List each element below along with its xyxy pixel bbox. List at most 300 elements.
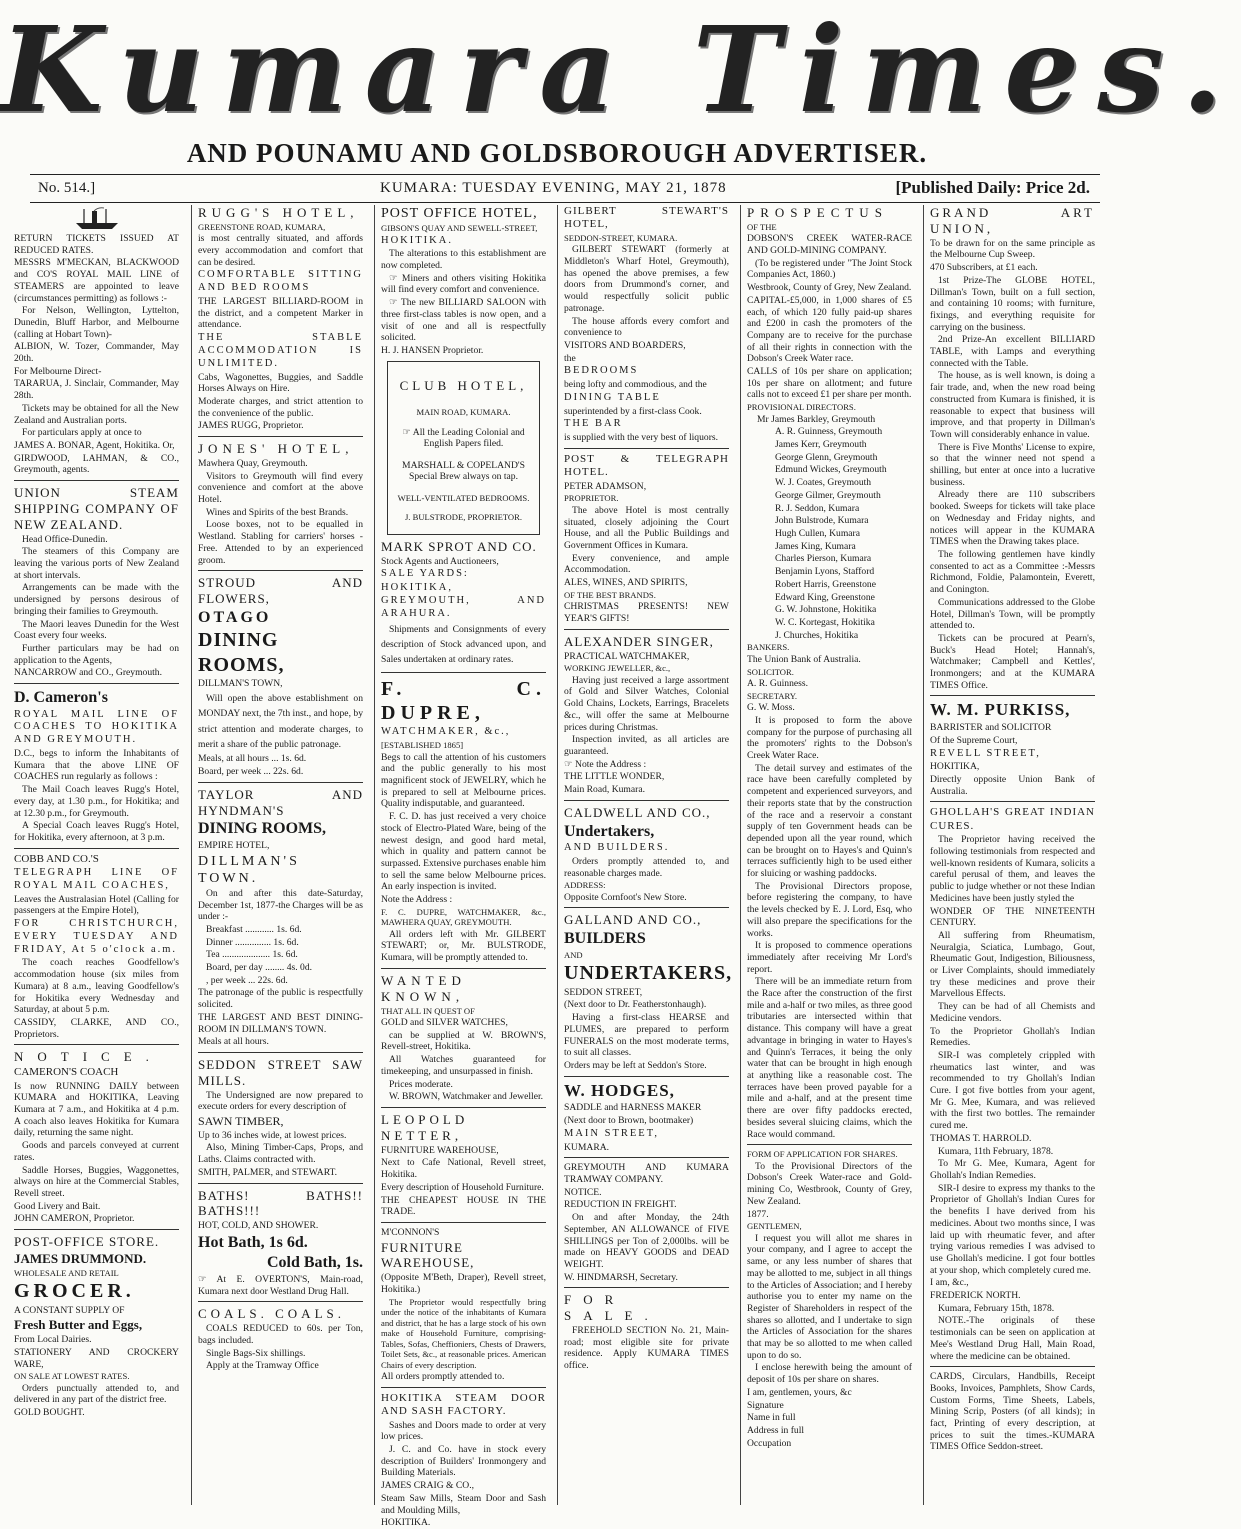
dupre-ad [381, 677, 546, 964]
text: REDUCTION IN FREIGHT. [564, 1199, 677, 1211]
text: THE LARGEST AND BEST DINING-ROOM IN DILLMAN'S TOWN. [198, 1011, 363, 1035]
text: superintended by a first-class Cook. [564, 405, 702, 417]
text: THE CHEAPEST HOUSE IN THE TRADE. [381, 1194, 546, 1218]
text: Undertakers, [564, 822, 655, 840]
text: GENTLEMEN, [747, 1221, 802, 1232]
text: WHOLESALE AND RETAIL [14, 1267, 119, 1278]
heading: ALEXANDER SINGER, [564, 633, 714, 649]
text: Westbrook, County of Grey, New Zealand. [747, 282, 912, 294]
text: They can be had of all Chemists and Medicine vendors. [930, 1001, 1095, 1024]
director-name: G. W. Johnstone, Hokitika [775, 604, 877, 616]
text: DINING ROOMS, [198, 820, 327, 838]
text: Single Bags-Six shillings. [206, 1347, 306, 1359]
columns [8, 205, 1108, 1529]
text: GOLD BOUGHT. [14, 1407, 85, 1419]
text: FREEHOLD SECTION No. 21, Main-road; most eligible site for private residence. Apply KUMARA TIMES office. [564, 1325, 729, 1372]
heading: GHOLLAH'S GREAT INDIAN CURES. [930, 806, 1095, 832]
divider [930, 801, 1095, 802]
text: SALE YARDS: [381, 568, 469, 580]
text: CHRISTMAS PRESENTS! NEW YEAR'S GIFTS! [564, 601, 729, 624]
text: HOKITIKA. [381, 234, 453, 246]
director-name: R. J. Seddon, Kumara [775, 502, 860, 514]
heading: PROSPECTUS [747, 205, 888, 220]
text: Miners and others visiting Hokitika will find every comfort and convenience. [381, 272, 546, 296]
text: BARRISTER and SOLICITOR [930, 722, 1052, 734]
text: Fresh Butter and Eggs, [14, 1317, 143, 1333]
heading: W. HODGES, [564, 1080, 675, 1100]
heading: NOTICE. [14, 1049, 163, 1065]
text: The Provisional Directors propose, before registering the company, to have the levels checked by E. J. Lord, Esq, who will also prepare the specifications for the works. [747, 880, 912, 939]
text: DINING TABLE [564, 391, 661, 403]
text: A CONSTANT SUPPLY OF [14, 1304, 125, 1316]
text: RETURN TICKETS ISSUED AT REDUCED RATES. [14, 233, 179, 256]
text: Already there are 110 subscribers booked. Sweeps for tickets will take place on Wednesday and Friday nights, and notices will appear in the KUMARA TIMES when the Drawing takes place. [930, 489, 1095, 548]
text: [ESTABLISHED 1865] [381, 740, 464, 751]
heading: POST OFFICE HOTEL, [381, 206, 538, 221]
text: CAPITAL-£5,000, in 1,000 shares of £5 each, of which 120 fully paid-up shares and £200 in cash the promoters of the Company are to receive for the purchase of all their rights in connection with the Dobson's Creek Water race. [747, 294, 912, 365]
text: On and after this date-Saturday, December 1st, 1877-the Charges will be as under :- [198, 887, 363, 923]
text: is supplied with the very best of liquors. [564, 432, 719, 444]
text: Cold Bath, 1s. [266, 1254, 363, 1272]
text: COALS REDUCED to 60s. per Ton, bags included. [198, 1323, 363, 1346]
text: Board, per day ........ 4s. 0d. [206, 962, 313, 974]
text: The Undersigned are now prepared to execute orders for every description of [198, 1089, 363, 1113]
heading: M'CONNON'S [381, 1226, 440, 1238]
text: Signature [747, 1399, 784, 1411]
text: DINING ROOMS, [198, 629, 285, 676]
text: MAIN STREET, [564, 1127, 659, 1139]
text: For Nelson, Wellington, Lyttelton, Dunedin, Bluff Harbor, and Melbourne (calling at Hobart Town)- [14, 305, 179, 340]
text: All suffering from Rheumatism, Neuralgia, Sciatica, Lumbago, Gout, Rheumatic Gout, Indigestion, Biliousness, or Liver Complaints, should immediately try these medicines and prove their Marvellous Effects. [930, 929, 1095, 1000]
text: WELL-VENTILATED BEDROOMS. [397, 492, 530, 503]
divider [14, 683, 179, 684]
share-application-form [747, 1149, 912, 1449]
text: The house affords every comfort and convenience to [564, 315, 729, 339]
text: FREDERICK NORTH. [930, 1290, 1021, 1302]
heading: GILBERT STEWART'S HOTEL, [564, 205, 729, 231]
column-6 [923, 205, 1098, 1505]
text: SEDDON STREET, [564, 986, 643, 998]
art-union-ad [930, 205, 1095, 691]
text: Communications addressed to the Globe Hotel, Dillman's Town, will be promptly attended to. [930, 596, 1095, 632]
text: The house, as is well known, is doing a fair trade, and, when the new road being constructed from Kumara is finished, it is reasonable to expect that business will improve, and that property in Dillman's Town will considerably enhance in value. [930, 370, 1095, 440]
director-name: John Bulstrode, Kumara [775, 515, 869, 527]
text: FURNITURE WAREHOUSE, [381, 1144, 499, 1156]
text: GIRDWOOD, LAHMAN, & CO., Greymouth, agents. [14, 452, 179, 476]
heading: RUGG'S HOTEL, [198, 205, 359, 220]
text: Good Livery and Bait. [14, 1200, 101, 1212]
text: DOBSON'S CREEK WATER-RACE AND GOLD-MINING COMPANY. [747, 233, 912, 257]
text: Having a first-class HEARSE and PLUMES, are prepared to perform FUNERALS on the most moderate terms, to suit all classes. [564, 1012, 729, 1059]
director-name: George Gilmer, Greymouth [775, 489, 881, 501]
text: (Next door to Dr. Featherstonhaugh). [564, 999, 707, 1011]
text: G. W. Moss. [747, 702, 795, 714]
heading: UNION STEAM SHIPPING COMPANY OF NEW ZEALAND. [14, 485, 179, 532]
baths-ad [198, 1188, 363, 1298]
text: MARSHALL & COPELAND'S Special Brew always on tap. [402, 459, 525, 483]
club-hotel-ad [387, 361, 540, 535]
text [564, 759, 729, 771]
text: GOLD and SILVER WATCHES, [381, 1017, 508, 1029]
divider [930, 695, 1095, 696]
text: NOTE.-The originals of these testimonials can be seen on application at Mee's Westland Drug Hall, Main Road, where the medicine can be obtained. [930, 1315, 1095, 1362]
text: W. BROWN, Watchmaker and Jeweller. [389, 1091, 544, 1103]
craig-ad [381, 1392, 546, 1529]
text: There will be an immediate return from the Race after the construction of the first mile and a-half or two miles, as three good tributaries are intersected within that distance. This company will have a great advantage in bringing in water to Hayes's and Quinn's Terraces, it being the only water that can be brought in high enough at anything like a reasonable cost. The terraces have been proved payable for a mile and a-half, and at the present time there are over fifty paddocks erected, besides several sluicing claims, which the Race would command. [747, 976, 912, 1140]
text: JAMES RUGG, Proprietor. [198, 420, 304, 432]
text: can be supplied at W. BROWN'S, Revell-street, Hokitika. [381, 1029, 546, 1053]
divider [747, 1144, 912, 1145]
prospectus-ad [747, 205, 912, 1140]
text: Loose boxes, not to be equalled in Westland. Stabling for carriers' horses -Free. Attended to by an experienced groom. [198, 519, 363, 566]
text: Wines and Spirits of the best Brands. [206, 506, 349, 518]
text: FURNITURE WAREHOUSE, [381, 1239, 475, 1271]
text: The coach reaches Goodfellow's accommodation house (six miles from Kumara) at 8 a.m., leaving Goodfellow's for Hokitika every Wednesday and Saturday, at about 5 p.m. [14, 957, 179, 1016]
directors-list [747, 414, 912, 642]
text: Tickets may be obtained for all the New Zealand and Australian ports. [14, 402, 179, 426]
divider [564, 1076, 729, 1077]
text: D.C., begs to inform the Inhabitants of Kumara that the above LINE OF COACHES run regularly as follows : [14, 747, 179, 783]
text: GILBERT STEWART (formerly at Middleton's Wharf Hotel, Greymouth), has opened the above premises, a few doors from Drummond's corner, and would respectfully solicit public patronage. [564, 244, 729, 314]
director-name: Hugh Cullen, Kumara [775, 528, 860, 539]
divider [564, 629, 729, 630]
text: Steam Saw Mills, Steam Door and Sash and Moulding Mills, [381, 1492, 546, 1516]
column-4 [557, 205, 732, 1505]
saw-mills-ad [198, 1057, 363, 1179]
text: DILLMAN'S TOWN, [198, 678, 283, 690]
text: Orders promptly attended to, and reasonable charges made. [564, 855, 729, 879]
text: Hot Bath, 1s 6d. [198, 1233, 308, 1251]
text: BUILDERS [564, 930, 646, 948]
text: Directly opposite Union Bank of Australia. [930, 774, 1095, 797]
text: MAIN ROAD, KUMARA. [416, 406, 511, 417]
text: It is proposed to form the above company for the purpose of purchasing all the promoters' rights to the Dobson's Creek Water Race. [747, 714, 912, 761]
coals-ad [198, 1306, 363, 1372]
text: VISITORS AND BOARDERS, [564, 339, 686, 351]
text: GREENSTONE ROAD, KUMARA, [198, 221, 326, 232]
text: The Proprietor having received the following testimonials from respected and well-known residents of Kumara, solicits a careful perusal of them, and leaves the public to judge whether or not these Indian Medicines have been justly styled the [930, 834, 1095, 904]
heading: W. M. PURKISS, [930, 700, 1071, 720]
text: The following gentlemen have kindly consented to act as a Committee :-Messrs Richmond, Foldie, Palamontein, Everett, and Conington. [930, 549, 1095, 596]
text: Tea .................... 1s. 6d. [206, 949, 298, 961]
ghollah-ad [930, 806, 1095, 1362]
issue-date: KUMARA: TUESDAY EVENING, MAY 21, 1878 [380, 180, 727, 196]
text: Arrangements can be made with the undersigned by persons desirous of bringing their families to Greymouth. [14, 582, 179, 617]
text: BANKERS. [747, 642, 790, 653]
post-telegraph-hotel-ad [564, 453, 729, 625]
masthead-title: Kumara Times. [0, 0, 1241, 139]
text: Of the Supreme Court, [930, 734, 1018, 746]
text: KUMARA. [564, 1141, 610, 1153]
text: Every description of Household Furniture. [381, 1181, 544, 1193]
text: ADDRESS: [564, 880, 606, 891]
text: TELEGRAPH LINE OF ROYAL MAIL COACHES, [14, 867, 179, 891]
text: WONDER OF THE NINETEENTH CENTURY. [930, 905, 1095, 929]
director-name: James Kerr, Greymouth [775, 439, 867, 451]
text: To Mr G. Mee, Kumara, Agent for Ghollah's Indian Remedies. [930, 1158, 1095, 1181]
bottom-rule [30, 202, 1100, 203]
text: FOR CHRISTCHURCH, EVERY TUESDAY AND FRIDAY, At 5 o'clock a.m. [14, 918, 179, 955]
text: Saddle Horses, Buggies, Waggonettes, always on hire at the Commercial Stables, Revell street. [14, 1164, 179, 1199]
text: Orders punctually attended to, and delivered in any part of the district free. [14, 1382, 179, 1406]
text: CASSIDY, CLARKE, AND CO., Proprietors. [14, 1016, 179, 1040]
text: SEDDON-STREET, KUMARA. [564, 232, 678, 243]
text: EMPIRE HOTEL, [198, 839, 270, 851]
text: Also, Mining Timber-Caps, Props, and Laths. Claims contracted with. [198, 1142, 363, 1166]
director-name: Charles Pierson, Kumara [775, 553, 872, 565]
text: Address in full [747, 1424, 805, 1436]
text: Cabs, Wagonettes, Buggies, and Saddle Horses Always on Hire. [198, 371, 363, 395]
director-name: W. J. Coates, Greymouth [775, 477, 872, 489]
cameron-coach-notice [14, 1049, 179, 1225]
text: the [564, 352, 576, 364]
heading: COALS. COALS. [198, 1306, 345, 1322]
text: To the Proprietor Ghollah's Indian Remedies. [930, 1025, 1095, 1049]
text: At E. OVERTON'S, Main-road, Kumara next door Westland Drug Hall. [198, 1274, 364, 1297]
text: Sashes and Doors made to order at very low prices. [381, 1419, 546, 1443]
divider [198, 570, 363, 571]
galland-ad [564, 912, 733, 1071]
text: PROPRIETOR. [564, 493, 619, 504]
divider [381, 1222, 546, 1223]
text: OTAGO [198, 608, 272, 626]
singer-ad [564, 634, 729, 796]
text: Mawhera Quay, Greymouth. [198, 457, 308, 469]
text: J. C. and Co. have in stock every description of Builders' Ironmongery and Building Materials. [381, 1444, 546, 1479]
divider [14, 1229, 179, 1230]
text: Goods and parcels conveyed at current rates. [14, 1140, 179, 1163]
text [198, 1274, 363, 1297]
heading: MARK SPROT AND CO. [381, 538, 537, 554]
tramway-ad [564, 1162, 729, 1283]
text: Prices moderate. [389, 1078, 453, 1090]
divider [930, 1366, 1095, 1367]
text: ALBION, W. Tozer, Commander, May 20th. [14, 341, 179, 365]
text: PRACTICAL WATCHMAKER, [564, 650, 690, 662]
text: COMFORTABLE SITTING AND BED ROOMS [198, 269, 363, 294]
text: Next to Cafe National, Revell street, Hokitika. [381, 1157, 546, 1181]
masthead-subtitle: AND POUNAMU AND GOLDSBOROUGH ADVERTISER. [186, 138, 928, 168]
text: The new BILLIARD SALOON with three first-class tables is now open, and a visit of one and all is respectfully solicited. [381, 297, 546, 344]
text: THOMAS T. HARROLD. [930, 1132, 1032, 1144]
text: Board, per week ... 22s. 6d. [198, 766, 304, 778]
issue-price: [Published Daily: Price 2d. [895, 178, 1090, 197]
drummond-ad [14, 1234, 179, 1419]
text: I enclose herewith being the amount of deposit of 10s per share on shares. [747, 1362, 912, 1386]
text: Head Office-Dunedin. [22, 533, 108, 545]
divider [381, 1107, 546, 1108]
divider [198, 436, 363, 437]
text: All Watches guaranteed for timekeeping, and unsurpassed in finish. [381, 1054, 546, 1077]
steamer-ad [14, 207, 179, 476]
text: I request you will allot me shares in your company, and I agree to accept the same, or any less number of shares that may be allotted to me, subject in all things to the Articles of Association; and I hereby authorise you to enter my name on the Register of Shareholders in respect of the shares so allotted, and I undertake to sign the Articles of Association for the shares that may be so allotted to me when called upon to do so. [747, 1232, 912, 1361]
text: SECRETARY. [747, 690, 798, 701]
text: SAWN TIMBER, [198, 1114, 284, 1129]
text: The steamers of this Company are leaving the various ports of New Zealand at short intervals. [14, 546, 179, 581]
heading: TAYLOR AND HYNDMAN'S [198, 786, 363, 818]
text: BEDROOMS [564, 365, 639, 377]
text: H. J. HANSEN Proprietor. [381, 344, 484, 356]
gilbert-stewart-ad [564, 205, 729, 444]
text: For Melbourne Direct- [14, 365, 102, 377]
text: THE LARGEST BILLIARD-ROOM in the district, and a competent Marker in attendance. [198, 296, 363, 331]
text: J. BULSTRODE, PROPRIETOR. [404, 511, 523, 522]
divider [381, 968, 546, 969]
text: Meals, at all hours ... 1s. 6d. [198, 753, 307, 765]
text: JAMES A. BONAR, Agent, Hokitika. Or, [14, 439, 175, 451]
cobb-ad [14, 853, 179, 1041]
text: OF THE [747, 221, 777, 232]
text: AND [564, 949, 583, 960]
brown-watches-ad [381, 973, 546, 1103]
text: Dinner ............... 1s. 6d. [206, 936, 299, 948]
text: The Proprietor would respectfully bring under the notice of the inhabitants of Kumara and district, that he has a large stock of his own make of Household Furniture, comprising-Tables, Sofas, Cheffioniers, Chests of Drawers, Toilet Sets, &c., at reasonable prices. American Chairs of every description. [381, 1296, 546, 1370]
text: 1st Prize-The GLOBE HOTEL, Dillman's Town, built on a full section, and containing 10 rooms; with furniture, fixings, and everything requisite for carrying on the business. [930, 274, 1095, 333]
director-name: Robert Harris, Greenstone [775, 578, 876, 590]
heading: BATHS! BATHS!! BATHS!!! [198, 1187, 363, 1219]
text [381, 273, 546, 296]
director-name: W. C. Kortegast, Hokitika [775, 616, 875, 628]
heading: CLUB HOTEL, [399, 377, 528, 393]
divider [198, 782, 363, 783]
divider [564, 1287, 729, 1288]
for-sale-ad [564, 1292, 729, 1372]
heading: POST & TELEGRAPH HOTEL. [564, 452, 729, 479]
heading: F. C. DUPRE, [381, 677, 546, 724]
heading: CALDWELL AND CO., [564, 804, 711, 820]
text: Breakfast ............ 1s. 6d. [206, 923, 302, 935]
text: JAMES DRUMMOND. [14, 1250, 147, 1266]
divider [381, 1387, 546, 1388]
text: GIBSON'S QUAY AND SEWELL-STREET, [381, 223, 538, 234]
text: DILLMAN'S TOWN. [198, 853, 300, 886]
issue-number: No. 514.] [38, 180, 96, 196]
text: The patronage of the public is respectfully solicited. [198, 987, 363, 1011]
text: Meals at all hours. [198, 1036, 269, 1048]
text: From Local Dairies. [14, 1334, 92, 1346]
divider [564, 800, 729, 801]
heading: STROUD AND FLOWERS, [198, 575, 363, 607]
text: TARARUA, J. Sinclair, Commander, May 28th. [14, 378, 179, 402]
divider [14, 1044, 179, 1045]
text: The above Hotel is most centrally situated, closely adjoining the Court House, and all the Public Buildings and Government Offices in Kumara. [564, 504, 729, 551]
column-3 [374, 205, 549, 1529]
text: SMITH, PALMER, and STEWART. [198, 1166, 338, 1178]
pointing-hand-icon: ☞ [198, 1274, 207, 1285]
text: F. C. D. has just received a very choice stock of Electro-Plated Ware, being of the newest design, and good hard metal, which in quality and pattern cannot be surpassed. Extensive purchases enable him to sell the same below Melbourne prices. An early inspection is invited. [381, 811, 546, 893]
divider [564, 448, 729, 449]
text: NOTICE. [564, 1186, 602, 1198]
text: Moderate charges, and strict attention to the convenience of the public. [198, 395, 363, 419]
text: There is Five Months' License to expire, so that the winner need not spend a shilling, but enter at once into a lucrative business. [930, 441, 1095, 488]
text: Is now RUNNING DAILY between KUMARA and HOKITIKA, Leaving Kumara at 7 a.m., and Hokitika at 4 p.m. A coach also leaves Hokitika for Kumara daily, returning the same night. [14, 1080, 179, 1139]
text: All orders promptly attended to. [381, 1371, 505, 1383]
pointing-hand-icon: ☞ [389, 272, 398, 284]
director-name: A. R. Guinness, Greymouth [775, 426, 883, 438]
text: WORKING JEWELLER, &c., [564, 663, 671, 674]
text: Begs to call the attention of his customers and the public generally to his most magnificent stock of JEWELRY, which he is prepared to sell at Melbourne prices. Quality indisputable, and guaranteed. [381, 751, 546, 810]
director-name: James King, Kumara [775, 540, 856, 552]
text: Name in full [747, 1412, 796, 1424]
heading: FOR SALE. [564, 1292, 660, 1324]
text: W. HINDMARSH, Secretary. [564, 1271, 678, 1283]
text: A. R. Guinness. [747, 678, 809, 689]
heading: D. Cameron's [14, 689, 108, 707]
text: Main Road, Kumara. [564, 784, 645, 796]
text: All orders left with Mr. GILBERT STEWART; or, Mr. BULSTRODE, Kumara, will be promptly attended to. [381, 928, 546, 964]
text: Every convenience, and ample Accommodation. [564, 552, 729, 576]
text: JOHN CAMERON, Proprietor. [14, 1213, 135, 1225]
text: Having just received a large assortment of Gold and Silver Watches, Colonial Gold Chains, Lockets, Earrings, Bracelets &c., will offer the same at Melbourne prices during Christmas. [564, 674, 729, 733]
steamship-icon [74, 207, 120, 231]
text: CALLS of 10s per share on application; 10s per share on allotment; and future calls not to exceed £1 per share per month. [747, 366, 912, 401]
text: The Maori leaves Dunedin for the West Coast every four weeks. [14, 618, 179, 642]
text: All the Leading Colonial and English Papers filed. [412, 426, 525, 450]
heading: GRAND ART UNION, [930, 205, 1095, 236]
text: Further particulars may be had on application to the Agents, [14, 642, 179, 666]
text: GROCER. [14, 1280, 135, 1303]
heading: SEDDON STREET SAW MILLS. [198, 1056, 363, 1088]
text: CARDS, Circulars, Handbills, Receipt Books, Invoices, Pamphlets, Show Cards, Custom Forms, Time Sheets, Labels, Mining Scrip, Posters (of all kinds); in fact, Printing of every description, at prices to suit the times.-KUMARA TIMES Office Seddon-street. [930, 1371, 1095, 1453]
text: Visitors to Greymouth will find every convenience and comfort at the above Hotel. [198, 470, 363, 506]
text: Up to 36 inches wide, at lowest prices. [198, 1129, 347, 1141]
text: F. C. DUPRE, WATCHMAKER, &c., MAWHERA QUAY, GREYMOUTH. [381, 906, 546, 928]
jones-hotel-ad [198, 441, 363, 566]
text: WATCHMAKER, &c., [381, 726, 511, 738]
taylor-hyndman-ad [198, 787, 363, 1048]
text: I am, gentlemen, yours, &c [747, 1386, 852, 1398]
purkiss-ad [930, 700, 1095, 797]
text: Leaves the Australasian Hotel (Calling for passengers at the Empire Hotel), [14, 893, 179, 917]
heading: WANTED KNOWN, [381, 972, 466, 1004]
otago-dining-ad [198, 575, 363, 778]
text [391, 427, 536, 450]
text: THE LITTLE WONDER, [564, 771, 665, 783]
text: Kumara, February 15th, 1878. [938, 1302, 1055, 1314]
column-5 [740, 205, 915, 1505]
text: To be drawn for on the same principle as the Melbourne Cup Sweep. [930, 237, 1095, 261]
text: (To be registered under "The Joint Stock Companies Act, 1860.) [747, 257, 912, 281]
mcconnon-ad [381, 1227, 546, 1383]
text: (Opposite M'Beth, Draper), Revell street, Hokitika.) [381, 1272, 546, 1296]
text: 470 Subscribers, at £1 each. [930, 262, 1038, 274]
text: Orders may be left at Seddon's Store. [564, 1059, 707, 1071]
text: HOKITIKA, GREYMOUTH, AND ARAHURA. [381, 582, 546, 619]
heading: HOKITIKA STEAM DOOR AND SASH FACTORY. [381, 1391, 546, 1418]
text: MESSRS M'MECKAN, BLACKWOOD and CO'S ROYAL MAIL LINE of STEAMERS are appointed to leave (circumstances permitting) as follows :- [14, 257, 179, 304]
text: SIR-I was completely crippled with rheumatics last winter, and was recommended to try Ghollah's Indian Cure. I got five bottles from your agent, Mr G. Mee, Kumara, and was relieved with the first two bottles. The remainder cured me. [930, 1049, 1095, 1132]
text: being lofty and commodious, and the [564, 379, 707, 391]
text: Inspection invited, as all articles are guaranteed. [564, 734, 729, 757]
divider [14, 848, 179, 849]
text: Shipments and Consignments of every description of Stock advanced upon, and Sales undertaken at ordinary rates. [381, 623, 546, 666]
text: A Special Coach leaves Rugg's Hotel, for Hokitika, every afternoon, at 3 p.m. [14, 820, 179, 843]
director-name: J. Churches, Hokitika [775, 629, 859, 641]
heading: FORM OF APPLICATION FOR SHARES. [747, 1149, 898, 1160]
text: SIR-I desire to express my thanks to the Proprietor of Ghollah's Indian Cures for the benefits I have derived from his medicines. About two months since, I was laid up with rheumatic fever, and after trying various remedies I was advised to use Ghollah's medicine. I got four bottles at your shop, which completely cured me. [930, 1182, 1095, 1276]
text: Stock Agents and Auctioneers, [381, 555, 499, 567]
text: OF THE BEST BRANDS. [564, 589, 656, 600]
text: SADDLE and HARNESS MAKER [564, 1102, 702, 1114]
post-office-hotel-ad [381, 205, 546, 357]
text: PETER ADAMSON, [564, 480, 647, 492]
column-2 [191, 205, 366, 1505]
text: 1877. [747, 1208, 769, 1220]
text: THE BAR [564, 418, 623, 430]
text: THE STABLE ACCOMMODATION IS UNLIMITED. [198, 332, 363, 369]
text: REVELL STREET, [930, 747, 1041, 759]
text: is most centrally situated, and affords every accommodation and comfort that can be desired. [198, 233, 363, 268]
